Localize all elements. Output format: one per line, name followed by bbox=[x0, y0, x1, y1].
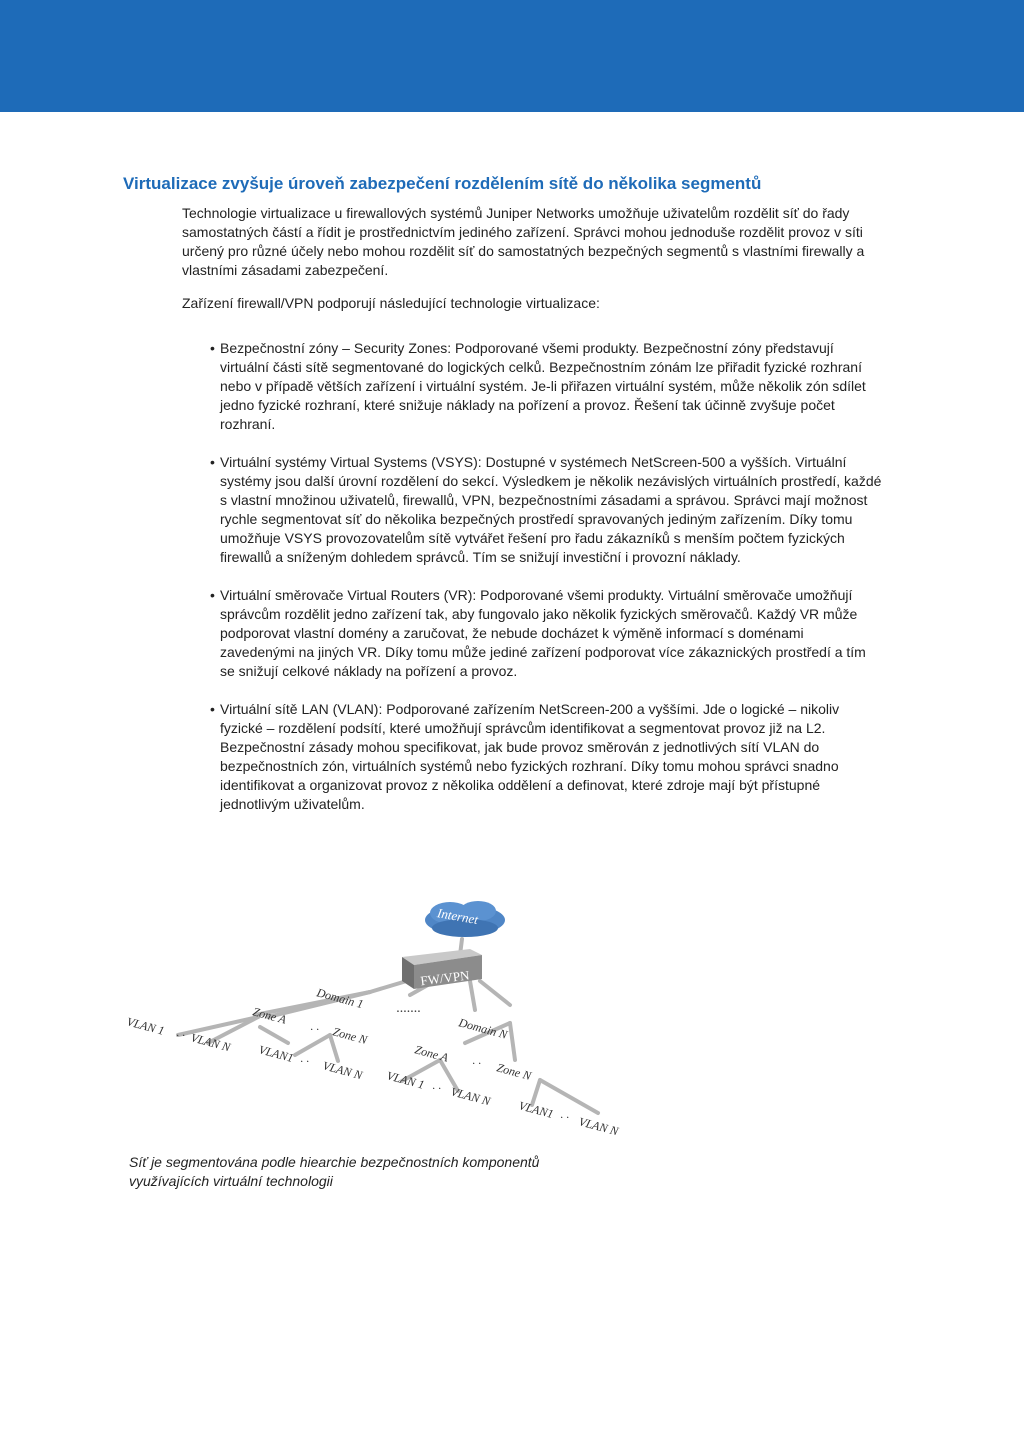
figure-caption bbox=[129, 1153, 649, 1191]
domain-separator-dots: ······· bbox=[396, 1005, 421, 1020]
vlan-n-label: VLAN N bbox=[449, 1084, 492, 1109]
vlan-separator-dots: · · bbox=[300, 1054, 309, 1068]
bullet-icon: • bbox=[210, 454, 215, 470]
zone-separator-dots: · · bbox=[472, 1056, 481, 1070]
connector-lines bbox=[178, 939, 598, 1113]
cloud-label: Internet bbox=[436, 905, 480, 928]
vlan-separator-dots: · · bbox=[560, 1110, 569, 1124]
zone-n-label: Zone N bbox=[331, 1024, 369, 1047]
lead-paragraph: Zařízení firewall/VPN podporují následující technologie virtualizace: bbox=[182, 295, 600, 311]
list-item-text: Bezpečnostní zóny – Security Zones: Podporované všemi produkty. Bezpečnostní zóny představují virtuální části sítě segmentované do logických celků. Bezpečnostním zónám lze přiřadit fyzické rozhraní nebo v případě větších zařízení i virtuální systém. Je-li přiřazen virtuální systém, může několik zón sdílet jedno fyzické rozhraní, které snižuje náklady na pořízení a provoz. Řešení tak účinně zvyšuje počet rozhraní. bbox=[220, 340, 866, 432]
zone-separator-dots: · · bbox=[310, 1022, 319, 1036]
page-heading: Virtualizace zvyšuje úroveň zabezpečení rozdělením sítě do několika segmentů bbox=[123, 174, 762, 193]
network-hierarchy-diagram bbox=[120, 895, 650, 1155]
body-text bbox=[182, 204, 882, 833]
list-item-text: Virtuální směrovače Virtual Routers (VR): Podporované všemi produkty. Virtuální směrovače umožňují správcům rozdělit jedno zařízení tak, aby fungovalo jako několik fyzických směrovačů. Každý VR může podporovat vlastní domény a zaručovat, že nebude docházet k výměně informací s doménami zavedenými na jiných VR. Díky tomu může jediné zařízení podporovat více zákaznických prostředí a tím se snižují celkové náklady na pořízení a provoz. bbox=[220, 587, 866, 679]
header-band bbox=[0, 0, 1024, 112]
vlan-1-label: VLAN1 bbox=[517, 1098, 555, 1122]
device-label: FW/VPN bbox=[419, 967, 471, 989]
internet-cloud-icon bbox=[425, 901, 505, 937]
vlan-n-label: VLAN N bbox=[577, 1114, 620, 1139]
zone-n-label: Zone N bbox=[495, 1060, 533, 1083]
vlan-1-label: VLAN1 bbox=[257, 1042, 295, 1066]
zone-a-label: Zone A bbox=[413, 1042, 450, 1065]
vlan-separator-dots: · · bbox=[432, 1081, 441, 1095]
list-item bbox=[210, 339, 882, 434]
intro-paragraph: Technologie virtualizace u firewallových systémů Juniper Networks umožňuje uživatelům rozdělit síť do řady samostatných částí a řídit je prostřednictvím jediného zařízení. Správci mohou jednoduše rozdělit provoz v síti určený pro různé účely nebo mohou rozdělit síť do samostatných bezpečných segmentů s vlastními firewally a vlastními zásadami zabezpečení. bbox=[182, 205, 865, 278]
caption-line: využívajících virtuální technologii bbox=[129, 1173, 333, 1189]
domain-n-label: Domain N bbox=[457, 1015, 509, 1042]
vlan-n-label: VLAN N bbox=[321, 1058, 364, 1083]
bullet-icon: • bbox=[210, 340, 215, 356]
bullet-icon: • bbox=[210, 701, 215, 717]
list-item-text: Virtuální sítě LAN (VLAN): Podporované zařízením NetScreen-200 a vyššími. Jde o logické – nikoliv fyzické – rozdělení podsítí, které umožňují správcům identifikovat a segmentovat provoz již na L2. Bezpečnostní zásady mohou specifikovat, jak bude provoz směrován z jednotlivých sítí VLAN do bezpečnostních zón, virtuálních systémů nebo fyzických rozhraní. Díky tomu mohou správci snadno identifikovat a organizovat provoz z několika oddělení a definovat, které zdroje mají být přístupné jednotlivým uživatelům. bbox=[220, 701, 840, 812]
list-item bbox=[210, 453, 882, 567]
caption-line: Síť je segmentována podle hiearchie bezpečnostních komponentů bbox=[129, 1154, 540, 1170]
vlan-n-label: VLAN N bbox=[189, 1030, 232, 1055]
list-item bbox=[210, 700, 882, 814]
vlan-1-label: VLAN 1 bbox=[125, 1014, 166, 1038]
domain-1-label: Domain 1 bbox=[315, 985, 365, 1012]
vlan-separator-dots: · · bbox=[176, 1028, 185, 1042]
vlan-1-label: VLAN 1 bbox=[385, 1068, 426, 1092]
list-item-text: Virtuální systémy Virtual Systems (VSYS): Dostupné v systémech NetScreen-500 a vyšších. Virtuální systémy jsou další úrovní rozdělení do sekcí. Výsledkem je několik nezávislých virtuálních prostředí, každé s vlastní množinou uživatelů, firewallů, VPN, bezpečnostními zásadami a správou. Správci mají možnost rychle segmentovat síť do několika bezpečných prostředí spravovaných jediným zařízením. Díky tomu umožňuje VSYS provozovatelům sítě vytvářet řešení pro řadu zákazníků s menším počtem fyzických firewallů a sníženým dohledem správců. Tím se snižují investiční i provozní náklady. bbox=[220, 454, 882, 565]
list-item bbox=[210, 586, 882, 681]
zone-a-label: Zone A bbox=[251, 1004, 288, 1027]
bullet-icon: • bbox=[210, 587, 215, 603]
technology-list bbox=[182, 339, 882, 814]
